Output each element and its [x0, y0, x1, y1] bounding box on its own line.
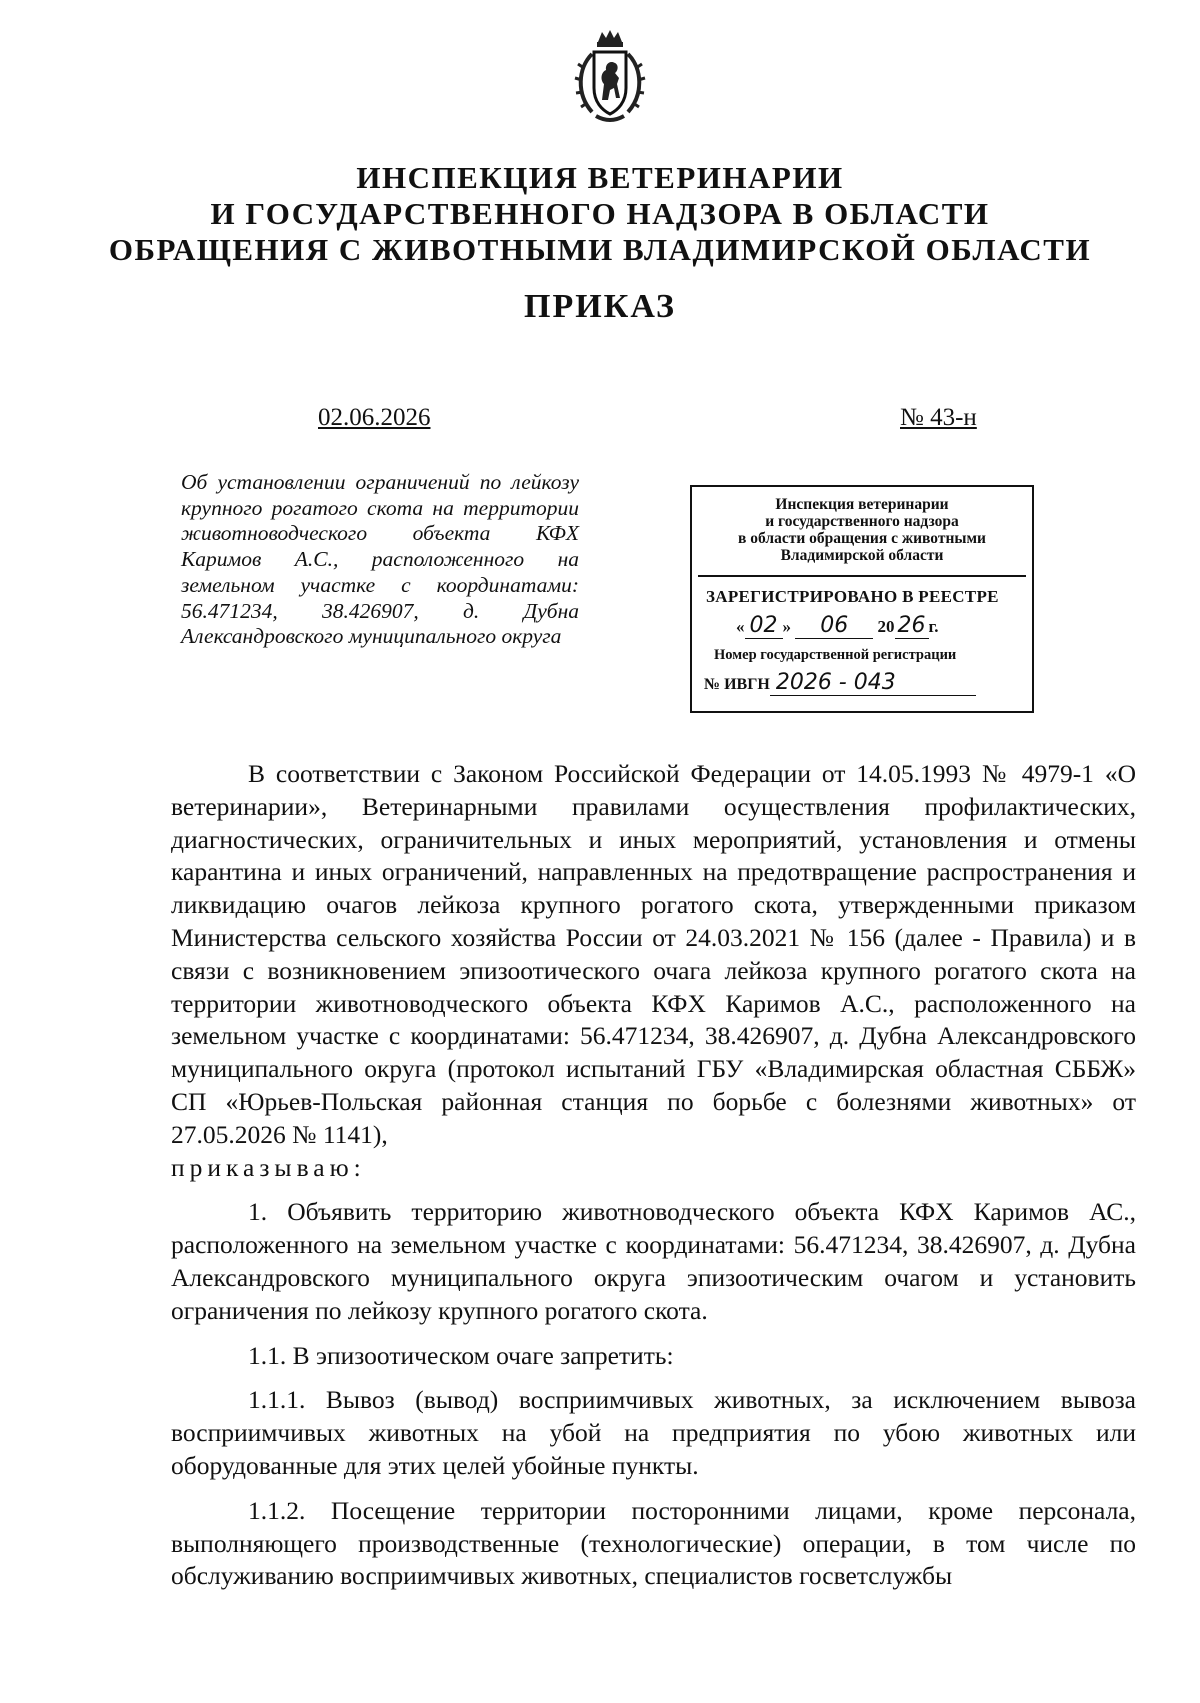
document-body [171, 758, 1136, 1593]
stamp-day: 02 [745, 613, 783, 639]
stamp-org-line-1: Инспекция ветеринарии [775, 496, 949, 513]
organization-title-line-2: И ГОСУДАРСТВЕННОГО НАДЗОРА В ОБЛАСТИ [210, 196, 990, 231]
preamble-paragraph [171, 758, 1136, 1184]
stamp-month: 06 [795, 613, 873, 639]
stamp-year-suffix: 26 [895, 613, 929, 639]
stamp-registered-label: ЗАРЕГИСТРИРОВАНО В РЕЕСТРЕ [706, 587, 999, 606]
preamble-text: В соответствии с Законом Российской Федерации от 14.05.1993 № 4979-1 «О ветеринарии», Ветеринарными правилами осуществления профилактических, диагностических, ограничительных и иных мероприятий, установления и отмены карантина и иных ограничений, направленных на предотвращение распространения и ликвидацию очагов лейкоза крупного рогатого скота, утвержденными приказом Министерства сельского хозяйства России от 24.03.2021 № 156 (далее - Правила) и в связи с возникновением эпизоотического очага лейкоза крупного рогатого скота на территории животноводческого объекта КФХ Каримов А.С., расположенного на земельном участке с координатами: 56.471234, 38.426907, д. Дубна Александровского муниципального округа (протокол испытаний ГБУ «Владимирская областная СББЖ» СП «Юрьев-Польская районная станция по борьбе с болезнями животных» от 27.05.2026 № 1141), [171, 759, 1136, 1149]
organization-title-line-3: ОБРАЩЕНИЯ С ЖИВОТНЫМИ ВЛАДИМИРСКОЙ ОБЛАСТИ [108, 232, 1092, 267]
organization-title [0, 160, 1200, 268]
stamp-year-prefix: 20 [877, 617, 895, 636]
coat-of-arms-icon [570, 28, 650, 124]
document-subject: Об установлении ограничений по лейкозу крупного рогатого скота на территории животноводческого объекта КФХ Каримов А.С., расположенного на земельном участке с координатами: 56.471234, 38.426907, д. Дубна Александровского муниципального округа [181, 470, 579, 649]
item-1: 1. Объявить территорию животноводческого объекта КФХ Каримов АС., расположенного на земельном участке с координатами: 56.471234, 38.426907, д. Дубна Александровского муниципального округа эпизоотическим очагом и установить ограничения по лейкозу крупного рогатого скота. [171, 1197, 1136, 1325]
stamp-number-prefix: № ИВГН [704, 676, 770, 693]
stamp-divider [698, 575, 1026, 577]
registration-stamp [690, 485, 1034, 713]
document-date: 02.06.2026 [318, 404, 431, 431]
stamp-org-line-3: в области обращения с животными [738, 530, 986, 547]
order-word: приказываю: [171, 1152, 366, 1182]
stamp-number-value: 2026 - 043 [770, 670, 976, 696]
item-1-1-1: 1.1.1. Вывоз (вывод) восприимчивых животных, за исключением вывоза восприимчивых животных на убой на предприятия по убою животных или оборудованные для этих целей убойные пункты. [171, 1385, 1136, 1480]
stamp-year-unit: г. [928, 617, 939, 636]
stamp-number-line [692, 670, 1032, 696]
stamp-date-line: « 02 » 06 20 26 г. [736, 613, 939, 638]
stamp-org-line-2: и государственного надзора [765, 513, 959, 530]
stamp-registration-caption: Номер государственной регистрации [714, 647, 957, 663]
stamp-org-line-4: Владимирской области [780, 547, 944, 564]
item-1-1-2: 1.1.2. Посещение территории посторонними лицами, кроме персонала, выполняющего производственные (технологические) операции, в том числе по обслуживанию восприимчивых животных, специалистов госветслужбы [171, 1495, 1136, 1591]
document-number: № 43-н [900, 404, 977, 431]
organization-title-line-1: ИНСПЕКЦИЯ ВЕТЕРИНАРИИ [356, 160, 844, 195]
item-1-1: 1.1. В эпизоотическом очаге запретить: [248, 1340, 674, 1370]
stamp-organization [692, 487, 1032, 575]
document-type: ПРИКАЗ [524, 288, 676, 325]
